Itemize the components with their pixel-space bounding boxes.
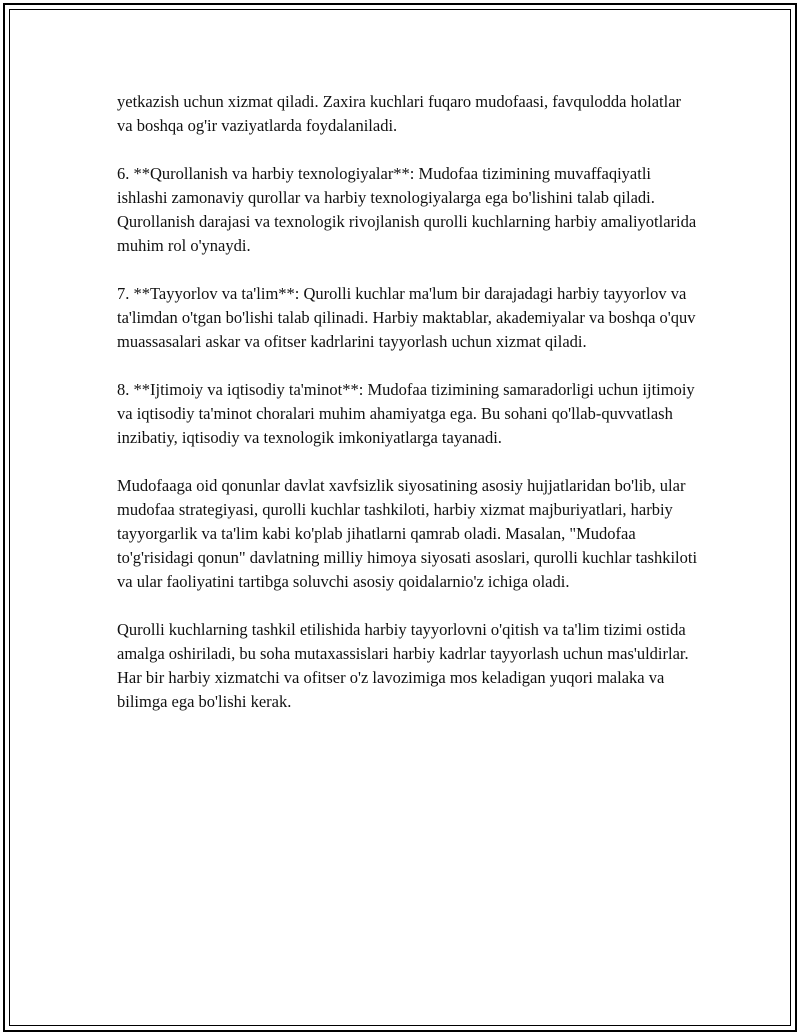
paragraph-armament-technology: 6. **Qurollanish va harbiy texnologiyalar**: Mudofaa tizimining muvaffaqiyatli ishlashi zamonaviy qurollar va harbiy texnologiyalarga ega bo'lishini talab qiladi. Qurollanish darajasi va texnologik rivojlanish qurolli kuchlarning harbiy amaliyotlarida muhim rol o'ynaydi. <box>117 164 697 255</box>
paragraph-reserve-forces: yetkazish uchun xizmat qiladi. Zaxira kuchlari fuqaro mudofaasi, favqulodda holatlar va boshqa og'ir vaziyatlarda foydalaniladi. <box>117 92 682 135</box>
document-body <box>117 90 699 738</box>
paragraph-military-training: Qurolli kuchlarning tashkil etilishida harbiy tayyorlovni o'qitish va ta'lim tizimi ostida amalga oshiriladi, bu soha mutaxassislari harbiy kadrlar tayyorlash uchun mas'uldirlar. Har bir harbiy xizmatchi va ofitser o'z lavozimiga mos keladigan yuqori malaka va bilimga ega bo'lishi kerak. <box>117 620 689 711</box>
paragraph-social-economic-support: 8. **Ijtimoiy va iqtisodiy ta'minot**: Mudofaa tizimining samaradorligi uchun ijtimoiy va iqtisodiy ta'minot choralari muhim ahamiyatga ega. Bu sohani qo'llab-quvvatlash inzibatiy, iqtisodiy va texnologik imkoniyatlarga tayanadi. <box>117 380 695 447</box>
paragraph-defense-laws: Mudofaaga oid qonunlar davlat xavfsizlik siyosatining asosiy hujjatlaridan bo'lib, ular mudofaa strategiyasi, qurolli kuchlar tashkiloti, harbiy xizmat majburiyatlari, harbiy tayyorgarlik va ta'lim kabi ko'plab jihatlarni qamrab oladi. Masalan, "Mudofaa to'g'risidagi qonun" davlatning milliy himoya siyosati asoslari, qurolli kuchlar tashkiloti va ular faoliyatini tartibga soluvchi asosiy qoidalarnio'z ichiga oladi. <box>117 476 698 591</box>
paragraph-training-education: 7. **Tayyorlov va ta'lim**: Qurolli kuchlar ma'lum bir darajadagi harbiy tayyorlov va ta'limdan o'tgan bo'lishi talab qilinadi. Harbiy maktablar, akademiyalar va boshqa o'quv muassasalari askar va ofitser kadrlarini tayyorlash uchun xizmat qiladi. <box>117 284 696 351</box>
